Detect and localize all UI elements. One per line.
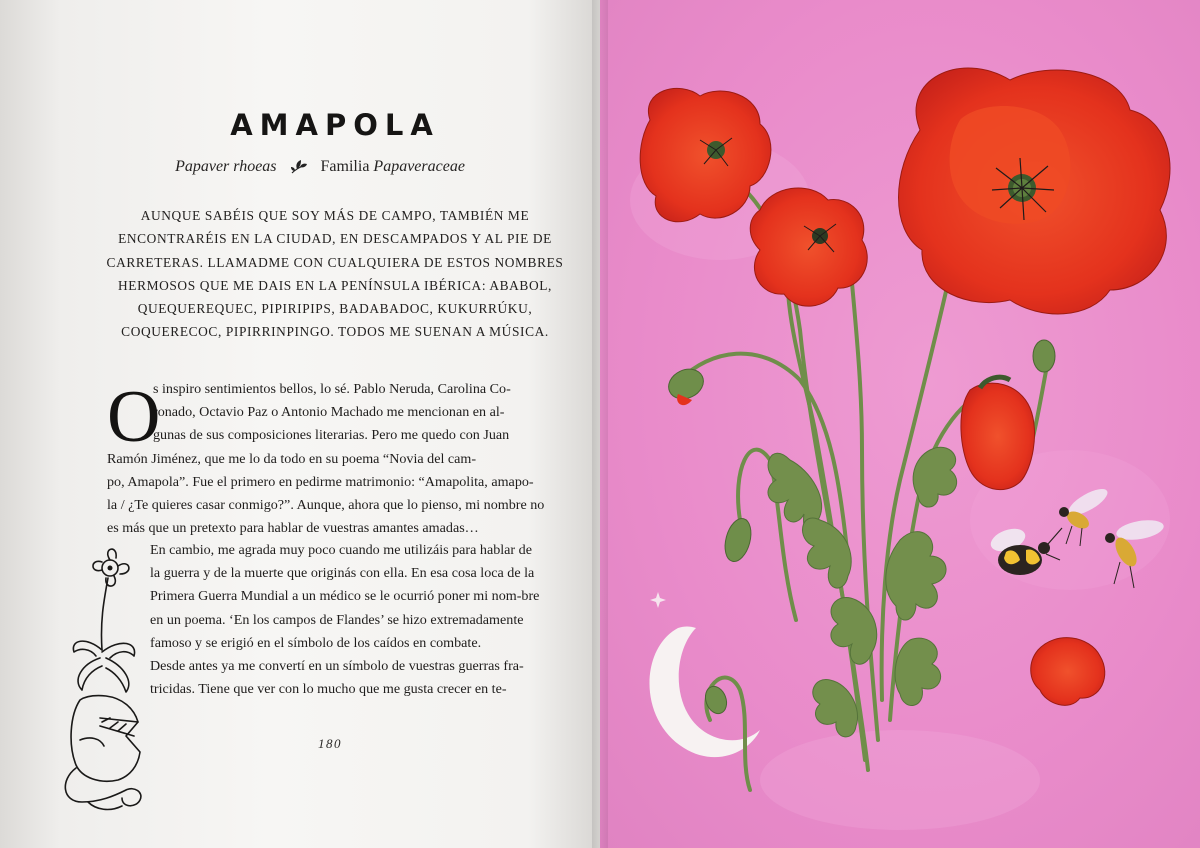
right-page [600,0,1200,848]
body-line: la guerra y de la muerte que originás con ella. En esa cosa loca de la [150,565,535,582]
page-title: AMAPOLA [230,108,440,142]
paragraph-3 [150,655,530,701]
body-line: En cambio, me agrada muy poco cuando me utilizáis para hablar de [150,542,532,558]
poppy-flower [750,188,867,306]
family-label: Familia [320,158,370,175]
large-poppy-flower [899,68,1171,314]
body-line: Desde antes ya me convertí en un símbolo de vuestras guerras fra- [150,658,524,674]
subtitle [90,158,550,176]
poppy-illustration [600,0,1200,848]
poppy-bud [664,364,708,405]
poppy-bud [721,516,756,565]
intro-text [105,204,565,344]
body-line: ronado, Octavio Paz o Antonio Machado me mencionan en al- [153,404,505,421]
family-name: Papaveraceae [373,158,465,175]
body-line: la / ¿Te quieres casar conmigo?”. Aunque, ahora que lo pienso, mi nombre no [107,497,545,514]
body-line: gunas de sus composiciones literarias. Pero me quedo con Juan [153,427,510,444]
scientific-name: Papaver rhoeas [175,158,277,175]
poppy-bud [1033,340,1055,372]
drooping-poppy-flower [961,377,1035,489]
body-line: famoso y se erigió en el símbolo de los caídos en combate. [150,634,482,651]
intro-line: HERMOSOS QUE ME DAIS EN LA PENÍNSULA IBÉRICA: ABABOL, [118,277,552,293]
leaf-sprig-icon [289,158,309,176]
star-icon [650,592,666,608]
paragraph-1 [107,376,545,540]
page-number: 180 [318,736,342,751]
intro-line: QUEQUEREQUEC, PIPIRIPIPS, BADABADOC, KUKURRÚKU, [137,301,533,317]
intro-line: ENCONTRARÉIS EN LA CIUDAD, EN DESCAMPADOS Y AL PIE DE [118,231,552,247]
body-line: po, Amapola”. Fue el primero en pedirme matrimonio: “Amapolita, amapo- [107,473,534,490]
body-line: Ramón Jiménez, que me lo da todo en su poema “Novia del cam- [107,450,477,467]
body-line: tricidas. Tiene que ver con lo mucho que me gusta crecer en te- [150,681,507,698]
fallen-petal [1031,638,1105,706]
body-line: Primera Guerra Mundial a un médico se le ocurrió poner mi nom-bre [150,588,540,605]
intro-line: CARRETERAS. LLAMADME CON CUALQUIERA DE ESTOS NOMBRES [106,254,564,270]
family-line [321,158,465,176]
helmet-flower-icon [30,540,160,820]
book-gutter [592,0,608,848]
body-line: en un poema. ‘En los campos de Flandes’ se hizo extremadamente [150,611,524,628]
intro-line: COQUERECOC, PIPIRRINPINGO. TODOS ME SUENAN A MÚSICA. [121,324,549,340]
body-line: es más que un pretexto para hablar de vuestras amantes amadas… [107,520,479,537]
body-line: s inspiro sentimientos bellos, lo sé. Pablo Neruda, Carolina Co- [153,381,511,397]
intro-line: AUNQUE SABÉIS QUE SOY MÁS DE CAMPO, TAMBIÉN ME [140,208,530,223]
paragraph-2 [150,539,540,655]
drop-cap: O [107,376,161,458]
